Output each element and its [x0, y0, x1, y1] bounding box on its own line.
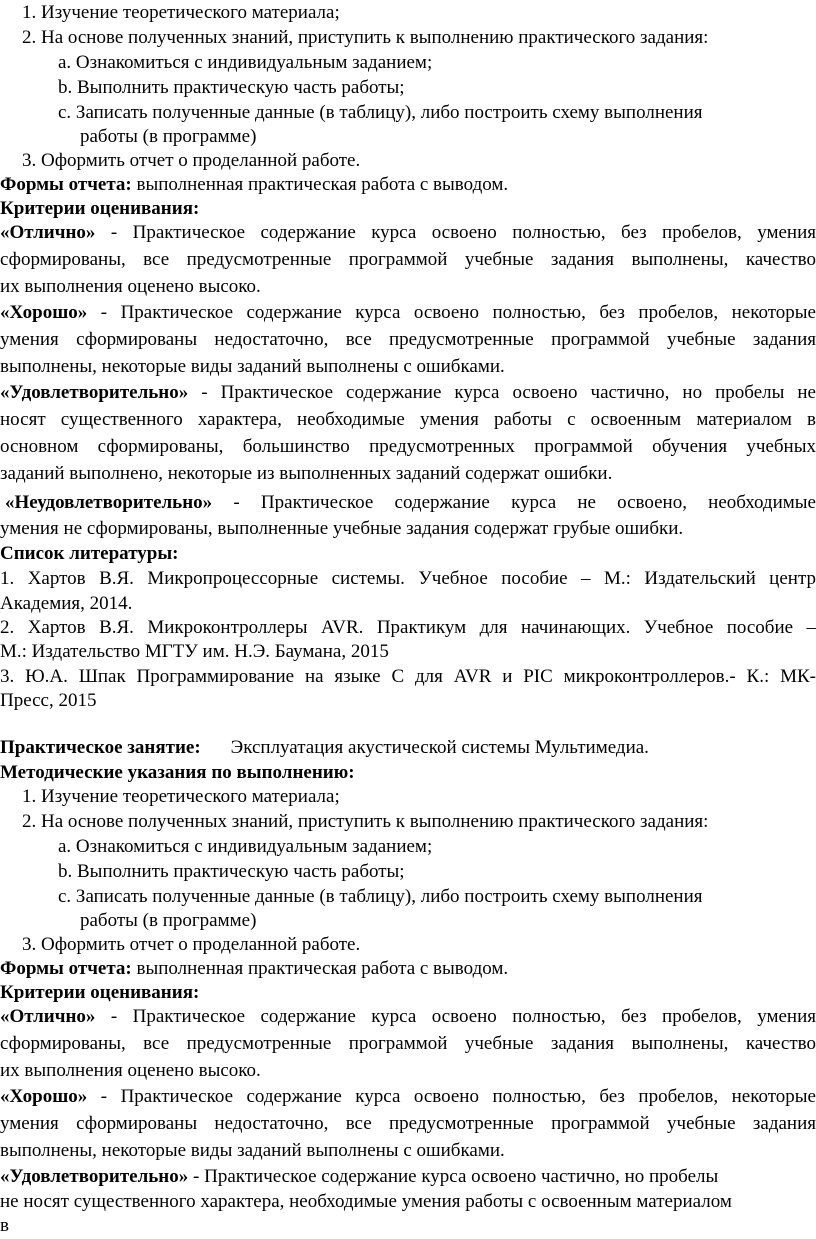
satisfactory-line-2: не носят существенного характера, необходимые умения работы с освоенным материалом	[0, 1191, 732, 1212]
report-forms-label: Формы отчета:	[0, 958, 132, 979]
satisfactory-label: «Удовлетворительно»	[0, 382, 189, 403]
practice-title: Эксплуатация акустической системы Мультимедиа.	[230, 737, 649, 758]
literature-item-1-cont: Академия, 2014.	[0, 593, 133, 614]
good-line-3: выполнены, некоторые виды заданий выполнены с ошибками.	[0, 1140, 505, 1161]
step-2b: b. Выполнить практическую часть работы;	[58, 861, 405, 882]
excellent-label: «Отлично»	[0, 1006, 96, 1027]
satisfactory-label: «Удовлетворительно»	[0, 1166, 189, 1187]
excellent-line-1	[0, 220, 816, 246]
unsatisfactory-text-1: - Практическое содержание курса не освоено, необходимые	[212, 492, 816, 513]
satisfactory-line-3: основном сформированы, большинство предусмотренных программой обучения учебных	[0, 436, 816, 457]
report-forms-text: выполненная практическая работа с выводом.	[131, 958, 509, 979]
satisfactory-line-3: в	[0, 1215, 9, 1236]
step-2c-cont: работы (в программе)	[80, 126, 257, 147]
step-3: 3. Оформить отчет о проделанной работе.	[22, 150, 361, 171]
step-2c-cont: работы (в программе)	[80, 910, 257, 931]
good-line-2: умения сформированы недостаточно, все предусмотренные программой учебные задания	[0, 329, 816, 350]
excellent-line-2: сформированы, все предусмотренные программой учебные задания выполнены, качество	[0, 249, 816, 270]
criteria-heading	[0, 196, 199, 222]
step-2a: a. Ознакомиться с индивидуальным заданием;	[58, 52, 433, 73]
satisfactory-line-4: заданий выполнено, некоторые из выполненных заданий содержат ошибки.	[0, 463, 613, 484]
literature-item-2: 2. Хартов В.Я. Микроконтроллеры AVR. Практикум для начинающих. Учебное пособие –	[0, 617, 816, 638]
step-2a: a. Ознакомиться с индивидуальным заданием;	[58, 836, 433, 857]
good-line-1	[0, 300, 816, 326]
good-label: «Хорошо»	[0, 1086, 88, 1107]
excellent-line-2: сформированы, все предусмотренные программой учебные задания выполнены, качество	[0, 1033, 816, 1054]
method-heading-text: Методические указания по выполнению:	[0, 762, 355, 783]
literature-item-1: 1. Хартов В.Я. Микропроцессорные системы. Учебное пособие – М.: Издательский центр	[0, 568, 816, 589]
step-1: 1. Изучение теоретического материала;	[22, 786, 340, 807]
unsatisfactory-line-2: умения не сформированы, выполненные учебные задания содержат грубые ошибки.	[0, 518, 684, 539]
good-text-1: - Практическое содержание курса освоено полностью, без пробелов, некоторые	[87, 1086, 816, 1107]
good-line-2: умения сформированы недостаточно, все предусмотренные программой учебные задания	[0, 1113, 816, 1134]
good-label: «Хорошо»	[0, 302, 88, 323]
excellent-line-3: их выполнения оценено высоко.	[0, 276, 261, 297]
excellent-label: «Отлично»	[0, 222, 96, 243]
good-line-3: выполнены, некоторые виды заданий выполнены с ошибками.	[0, 356, 505, 377]
satisfactory-line-2: носят существенного характера, необходимые умения работы с освоенным материалом в	[0, 409, 816, 430]
practice-label: Практическое занятие:	[0, 737, 201, 758]
satisfactory-line-1	[0, 380, 816, 406]
criteria-heading-text: Критерии оценивания:	[0, 982, 200, 1003]
unsatisfactory-line-1	[5, 490, 816, 516]
step-2c: c. Записать полученные данные (в таблицу), либо построить схему выполнения	[58, 886, 703, 907]
method-heading	[0, 760, 355, 786]
satisfactory-line-1	[0, 1164, 718, 1190]
practice-title-line	[0, 735, 649, 761]
step-2b: b. Выполнить практическую часть работы;	[58, 77, 405, 98]
excellent-line-3: их выполнения оценено высоко.	[0, 1060, 261, 1081]
excellent-line-1	[0, 1004, 816, 1030]
report-forms-label: Формы отчета:	[0, 174, 132, 195]
step-2: 2. На основе полученных знаний, приступить к выполнению практического задания:	[22, 27, 709, 48]
criteria-heading	[0, 980, 199, 1006]
good-line-1	[0, 1084, 816, 1110]
satisfactory-text-1: - Практическое содержание курса освоено частично, но пробелы не	[188, 382, 816, 403]
satisfactory-text-1: - Практическое содержание курса освоено частично, но пробелы	[188, 1166, 719, 1187]
unsatisfactory-label: «Неудовлетворительно»	[5, 492, 213, 513]
literature-item-3-cont: Пресс, 2015	[0, 690, 97, 711]
step-3: 3. Оформить отчет о проделанной работе.	[22, 934, 361, 955]
criteria-heading-text: Критерии оценивания:	[0, 198, 200, 219]
step-1: 1. Изучение теоретического материала;	[22, 2, 340, 23]
good-text-1: - Практическое содержание курса освоено полностью, без пробелов, некоторые	[87, 302, 816, 323]
excellent-text-1: - Практическое содержание курса освоено полностью, без пробелов, умения	[95, 222, 816, 243]
literature-item-2-cont: М.: Издательство МГТУ им. Н.Э. Баумана, 2015	[0, 641, 389, 662]
literature-item-3: 3. Ю.А. Шпак Программирование на языке С для AVR и PIC микроконтроллеров.- К.: МК-	[0, 666, 816, 687]
report-forms	[0, 172, 508, 198]
excellent-text-1: - Практическое содержание курса освоено полностью, без пробелов, умения	[95, 1006, 816, 1027]
report-forms	[0, 956, 508, 982]
report-forms-text: выполненная практическая работа с выводом.	[131, 174, 509, 195]
step-2: 2. На основе полученных знаний, приступить к выполнению практического задания:	[22, 811, 709, 832]
literature-heading	[0, 541, 179, 567]
literature-heading-text: Список литературы:	[0, 543, 179, 564]
step-2c: c. Записать полученные данные (в таблицу), либо построить схему выполнения	[58, 102, 703, 123]
